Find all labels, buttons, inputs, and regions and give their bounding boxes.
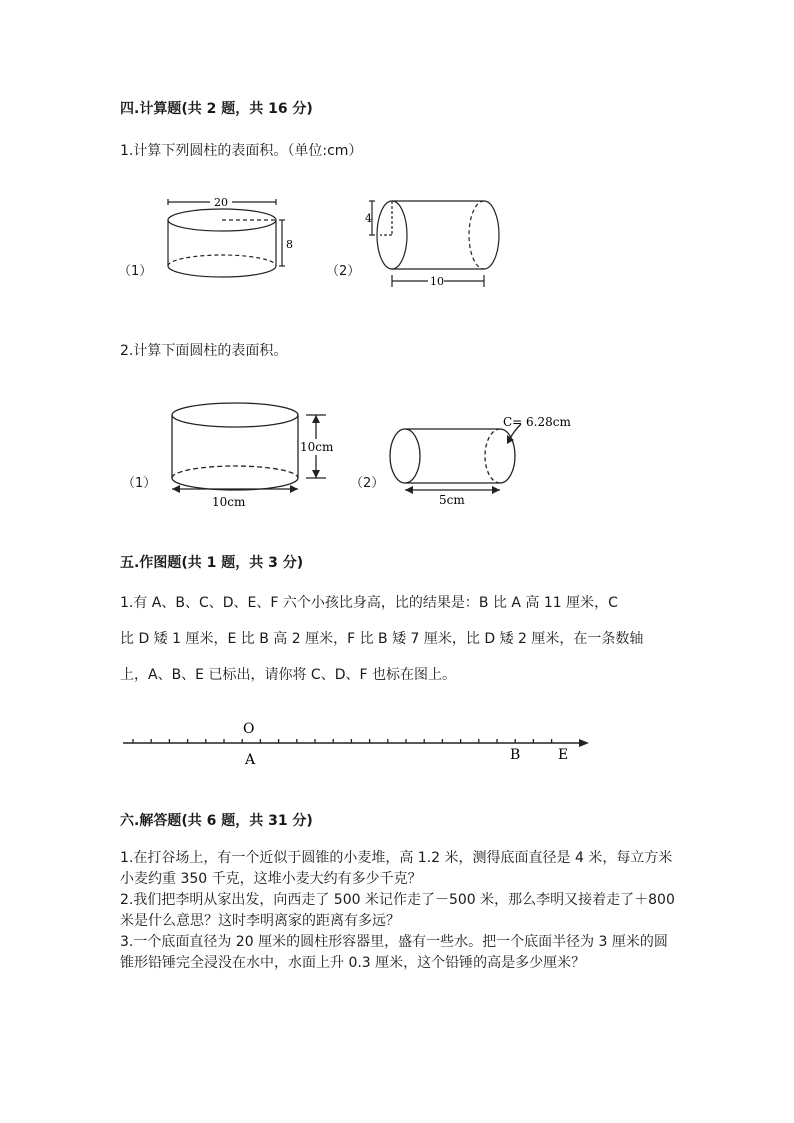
question-4-2-text: 2.计算下面圆柱的表面积。 bbox=[120, 343, 288, 359]
section-6-heading: 六.解答题(共 6 题，共 31 分) bbox=[120, 813, 313, 829]
question-6-1: 1.在打谷场上，有一个近似于圆锥的小麦堆，高 1.2 米，测得底面直径是 4 米，每立方米小麦约重 350 千克，这堆小麦大约有多少千克？ bbox=[120, 850, 673, 887]
section-5-heading: 五.作图题(共 1 题，共 3 分) bbox=[120, 555, 304, 571]
question-5-1-line-1: 1.有 A、B、C、D、E、F 六个小孩比身高，比的结果是：B 比 A 高 11 厘米，C bbox=[120, 595, 618, 611]
figure-label-2: （2） bbox=[326, 264, 361, 279]
figure-label-3: （1） bbox=[122, 476, 157, 491]
dim-label-10cm-width: 10cm bbox=[212, 495, 246, 509]
cylinder-figure-4 bbox=[385, 410, 585, 510]
origin-label: O bbox=[243, 721, 255, 737]
question-6-2: 2.我们把李明从家出发，向西走了 500 米记作走了－500 米，那么李明又接着走了＋800 米是什么意思？这时李明离家的距离有多远？ bbox=[120, 892, 675, 929]
figure-label-1: （1） bbox=[118, 264, 153, 279]
dim-label-5cm: 5cm bbox=[439, 493, 465, 507]
circumference-label: C= 6.28cm bbox=[503, 415, 571, 429]
number-line bbox=[115, 715, 605, 775]
cylinder-figure-2 bbox=[362, 195, 512, 295]
section-4-heading: 四.计算题(共 2 题，共 16 分) bbox=[120, 101, 313, 117]
point-e-label: E bbox=[558, 747, 569, 763]
point-b-label: B bbox=[510, 747, 521, 763]
dim-label-8: 8 bbox=[286, 238, 293, 251]
question-6-3: 3.一个底面直径为 20 厘米的圆柱形容器里，盛有一些水。把一个底面半径为 3 厘米的圆锥形铅锤完全浸没在水中，水面上升 0.3 厘米，这个铅锤的高是多少厘米？ bbox=[120, 934, 668, 971]
cylinder-figure-1 bbox=[160, 190, 300, 290]
dim-label-4: 4 bbox=[365, 212, 372, 225]
question-5-1-line-2: 比 D 矮 1 厘米，E 比 B 高 2 厘米，F 比 B 矮 7 厘米，比 D 矮 2 厘米，在一条数轴 bbox=[120, 631, 644, 647]
figure-label-4: （2） bbox=[350, 476, 385, 491]
cylinder-figure-3 bbox=[160, 395, 360, 515]
question-4-1-text: 1.计算下列圆柱的表面积。（单位:cm） bbox=[120, 143, 363, 159]
dim-label-20: 20 bbox=[214, 196, 228, 209]
dim-label-10: 10 bbox=[430, 275, 444, 288]
question-5-1-line-3: 上，A、B、E 已标出，请你将 C、D、F 也标在图上。 bbox=[120, 667, 456, 683]
point-a-label: A bbox=[245, 752, 256, 768]
dim-label-10cm-height: 10cm bbox=[300, 440, 334, 454]
